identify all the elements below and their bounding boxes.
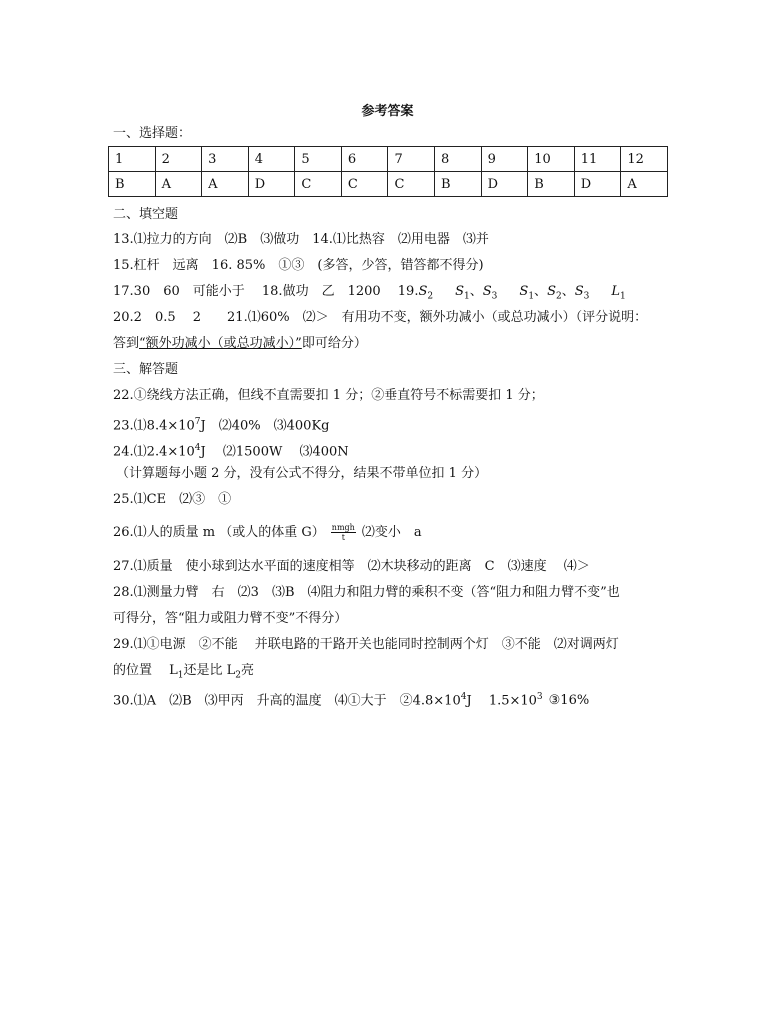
answer-line-30 — [113, 688, 589, 710]
answer-text: 还是比 L — [183, 663, 236, 678]
answer-line-29: 29.⑴①电源 ②不能 并联电路的干路开关也能同时控制两个灯 ③不能 ⑵对调两灯 — [113, 637, 619, 652]
answer-text: J ⑵1500W ⑶400N — [200, 444, 349, 460]
symbol-s: S — [519, 284, 529, 299]
table-cell: C — [295, 172, 342, 197]
subscript: 1 — [177, 670, 184, 681]
separator: 、 — [561, 284, 575, 299]
table-cell: 8 — [435, 147, 482, 172]
table-cell: C — [341, 172, 388, 197]
table-cell: 12 — [621, 147, 668, 172]
answer-text: 的位置 L — [113, 663, 178, 678]
table-cell: A — [155, 172, 202, 197]
table-cell: B — [109, 172, 156, 197]
answer-text: 24.⑴2.4×10 — [113, 444, 195, 460]
table-cell: D — [574, 172, 621, 197]
subscript: 2 — [427, 291, 434, 302]
exponent: 3 — [536, 692, 543, 702]
symbol-s: S — [547, 284, 556, 299]
symbol-s: S — [418, 284, 428, 299]
exponent: 4 — [194, 443, 201, 453]
symbol-s: S — [482, 284, 492, 299]
answer-text: J 1.5×10 — [466, 693, 537, 709]
table-cell: A — [202, 172, 249, 197]
subscript: 1 — [464, 291, 470, 302]
answer-text: J ⑵40% ⑶400Kg — [200, 418, 330, 434]
table-cell: 11 — [574, 147, 621, 172]
page-title: 参考答案 — [361, 104, 414, 119]
table-cell: B — [435, 172, 482, 197]
table-cell: 5 — [295, 147, 342, 172]
answer-text: 即可给分） — [301, 336, 367, 351]
table-cell: 9 — [481, 147, 528, 172]
answer-text: 23.⑴8.4×10 — [113, 418, 195, 434]
fraction-denominator: t — [341, 533, 345, 542]
subscript: 2 — [235, 670, 241, 681]
underlined-text: “额外功减小（或总功减小）” — [139, 336, 302, 351]
table-cell: 7 — [388, 147, 435, 172]
subscript: 3 — [491, 291, 498, 302]
answer-text: 17.30 60 可能小于 18.做功 乙 1200 19. — [113, 284, 419, 299]
answer-line-15-16: 15.杠杆 远离 16. 85% ①③ (多答，少答，错答都不得分) — [113, 258, 484, 273]
section-2-heading: 二、填空题 — [113, 207, 179, 222]
answer-text: 26.⑴人的质量 m （或人的体重 G） — [113, 525, 325, 540]
table-cell: 6 — [341, 147, 388, 172]
table-cell: C — [388, 172, 435, 197]
answer-line-28: 28.⑴测量力臂 右 ⑵3 ⑶B ⑷阻力和阻力臂的乘积不变（答“阻力和阻力臂不变”也 — [113, 585, 620, 600]
exponent: 7 — [194, 417, 201, 427]
table-cell: 3 — [202, 147, 249, 172]
table-cell: A — [621, 172, 668, 197]
fraction-numerator: nmgh — [331, 523, 355, 532]
table-cell: 4 — [248, 147, 295, 172]
answer-text: 30.⑴A ⑵B ⑶甲丙 升高的温度 ⑷①大于 ②4.8×10 — [113, 693, 461, 709]
answer-text: ⑵变小 a — [361, 525, 422, 540]
answer-line-26 — [113, 523, 422, 542]
symbol-l: L — [611, 284, 620, 299]
answer-line-29-cont — [113, 662, 254, 685]
section-3-heading: 三、解答题 — [113, 362, 179, 377]
answer-line-27: 27.⑴质量 使小球到达水平面的速度相等 ⑵木块移动的距离 C ⑶速度 ⑷＞ — [113, 559, 590, 574]
answer-line-28-cont: 可得分，答“阻力或阻力臂不变”不得分） — [113, 611, 348, 626]
answer-row — [109, 172, 668, 197]
subscript: 1 — [620, 291, 626, 302]
answer-line-22: 22.①绕线方法正确，但线不直需要扣 1 分；②垂直符号不标需要扣 1 分； — [113, 388, 544, 403]
answer-line-13-14: 13.⑴拉力的方向 ⑵B ⑶做功 14.⑴比热容 ⑵用电器 ⑶并 — [113, 232, 489, 247]
answer-text: 答到 — [113, 336, 140, 351]
subscript: 2 — [555, 291, 562, 302]
answer-line-23 — [113, 413, 329, 435]
table-cell: D — [481, 172, 528, 197]
answer-text: 亮 — [241, 663, 255, 678]
table-cell: D — [248, 172, 295, 197]
exponent: 4 — [460, 692, 467, 702]
section-1-heading: 一、选择题： — [113, 126, 192, 141]
separator: 、 — [534, 284, 548, 299]
symbol-s: S — [455, 284, 465, 299]
answer-text: ③16% — [548, 693, 590, 709]
choice-answer-table — [108, 146, 668, 197]
subscript: 3 — [583, 291, 590, 302]
symbol-s: S — [574, 284, 584, 299]
table-cell: 10 — [528, 147, 575, 172]
separator: 、 — [469, 284, 483, 299]
scoring-note: （计算题每小题 2 分，没有公式不得分，结果不带单位扣 1 分） — [116, 466, 488, 481]
answer-line-17-19 — [113, 283, 626, 306]
answer-line-21-note — [113, 335, 367, 353]
table-cell: B — [528, 172, 575, 197]
table-cell: 2 — [155, 147, 202, 172]
answer-line-20-21: 20.2 0.5 2 21.⑴60% ⑵＞ 有用功不变，额外功减小（或总功减小）（评分说明： — [113, 310, 648, 325]
question-number-row — [109, 147, 668, 172]
answer-line-25: 25.⑴CE ⑵③ ① — [113, 492, 232, 507]
answer-line-24 — [113, 439, 349, 461]
table-cell: 1 — [109, 147, 156, 172]
subscript: 1 — [528, 291, 535, 302]
fraction — [331, 523, 356, 542]
